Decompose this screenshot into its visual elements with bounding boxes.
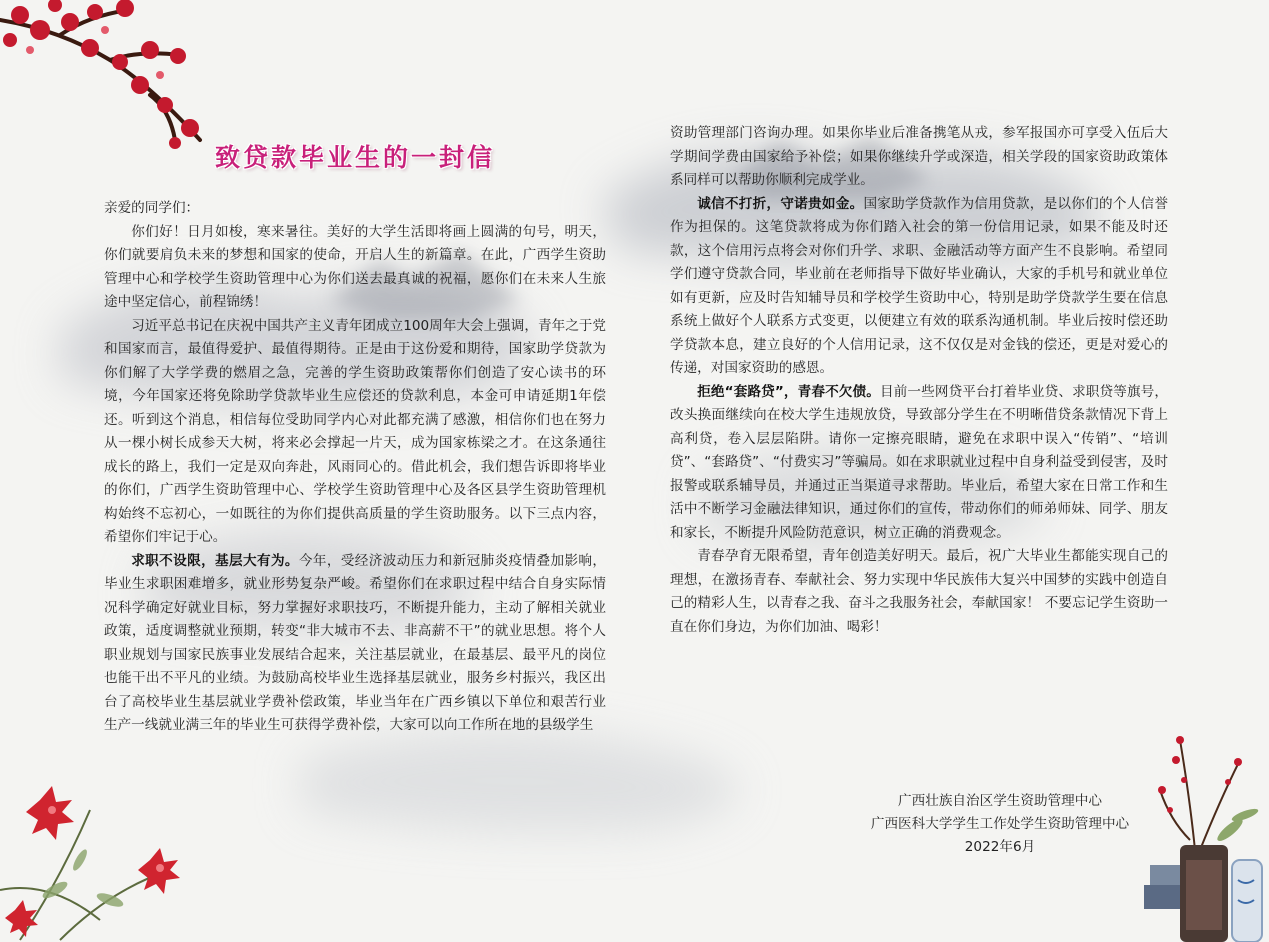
paragraph-text: 国家助学贷款作为信用贷款，是以你们的个人信誉作为担保的。这笔贷款将成为你们踏入社会的第一份信用记录，如果不能及时还款，这个信用污点将会对你们升学、求职、金融活动等方面产生不良影响。希望同学们遵守贷款合同，毕业前在老师指导下做好毕业确认，大家的手机号和就业单位如有更新，应及时告知辅导员和学校学生资助中心，特别是助学贷款学生要在信息系统上做好个人联系方式变更，以便建立有效的联系沟通机制。毕业后按时偿还助学贷款本息，建立良好的个人信用记录，这不仅仅是对金钱的偿还，更是对爱心的传递，对国家资助的感恩。 [670,195,1169,376]
greeting: 亲爱的同学们： [104,200,200,216]
signature-org-1: 广西壮族自治区学生资助管理中心 [898,793,1102,809]
paragraph-text: 今年，受经济波动压力和新冠肺炎疫情叠加影响，毕业生求职困难增多，就业形势复杂严峻。希望你们在求职过程中结合自身实际情况科学确定好就业目标，努力掌握好求职技巧，不断提升能力，主动了解相关就业政策，适度调整就业预期，转变“非大城市不去、非高薪不干”的就业思想。将个人职业规划与国家民族事业发展结合起来，关注基层就业，在最基层、最平凡的岗位也能干出不平凡的业绩。为鼓励高校毕业生选择基层就业，服务乡村振兴，我区出台了高校毕业生基层就业学费补偿政策，毕业当年在广西乡镇以下单位和艰苦行业生产一线就业满三年的毕业生可获得学费补偿，大家可以向工作所在地的县级学生 [104,552,607,733]
signature-date: 2022年6月 [964,839,1036,855]
letter-left-column [104,197,606,738]
paragraph-text: 你们好！日月如梭，寒来暑往。美好的大学生活即将画上圆满的句号，明天，你们就要肩负未来的梦想和国家的使命，开启人生的新篇章。在此，广西学生资助管理中心和学校学生资助管理中心为你们送去最真诚的祝福，愿你们在未来人生旅途中坚定信心，前程锦绣！ [104,223,606,310]
plum-blossom-branch-decoration [0,0,240,160]
paragraph-continued [670,122,1168,193]
red-flowers-decoration [0,770,220,942]
paragraph-text: 习近平总书记在庆祝中国共产主义青年团成立100周年大会上强调，青年之于党和国家而言，最值得爱护、最值得期待。正是由于这份爱和期待，国家助学贷款为你们解了大学学费的燃眉之急，完善的学生资助政策帮你们创造了安心读书的环境，今年国家还将免除助学贷款毕业生应偿还的贷款利息，本金可申请延期1年偿还。听到这个消息，相信每位受助同学内心对此都充满了感激，相信你们也在努力从一棵小树长成参天大树，将来必会撑起一片天，成为国家栋梁之才。在这条通往成长的路上，我们一定是双向奔赴，风雨同心的。借此机会，我们想告诉即将毕业的你们，广西学生资助管理中心、学校学生资助管理中心及各区县学生资助管理机构始终不忘初心，一如既往的为你们提供高质量的学生资助服务。以下三点内容，希望你们牢记于心。 [104,317,606,545]
paragraph-closing [670,545,1168,639]
paragraph-text: 青春孕育无限希望，青年创造美好明天。最后，祝广大毕业生都能实现自己的理想，在激扬青春、奉献社会、努力实现中华民族伟大复兴中国梦的实践中创造自己的精彩人生，以青春之我、奋斗之我服务社会，奉献国家！ 不要忘记学生资助一直在你们身边，为你们加油、喝彩！ [670,548,1168,635]
paragraph-intro [104,221,606,315]
paragraph-heading: 拒绝“套路贷”，青春不欠债。 [697,383,880,400]
paragraph-loan-trap [670,381,1168,546]
paragraph-text: 资助管理部门咨询办理。如果你毕业后准备携笔从戎，参军报国亦可享受入伍后大学期间学费由国家给予补偿；如果你继续升学或深造，相关学段的国家资助政策体系同样可以帮助你顺利完成学业。 [670,125,1168,188]
letter-title: 致贷款毕业生的一封信 [215,143,496,172]
signature-block [820,790,1180,859]
paragraph-text: 目前一些网贷平台打着毕业贷、求职贷等旗号，改头换面继续向在校大学生违规放贷，导致部分学生在不明晰借贷条款情况下背上高利贷，卷入层层陷阱。请你一定擦亮眼睛，避免在求职中误入“传销”、“培训贷”、“套路贷”、“付费实习”等骗局。如在求职就业过程中自身利益受到侵害，及时报警或联系辅导员，并通过正当渠道寻求帮助。毕业后，希望大家在日常工作和生活中不断学习金融法律知识，通过你们的宣传，带动你们的师弟师妹、同学、朋友和家长，不断提升风险防范意识，树立正确的消费观念。 [670,383,1168,541]
paragraph-policy [104,315,606,550]
paragraph-credit [670,193,1168,381]
letter-right-column [670,122,1168,639]
paragraph-heading: 诚信不打折，守诺贵如金。 [697,195,864,212]
signature-org-2: 广西医科大学学生工作处学生资助管理中心 [870,816,1130,832]
paragraph-employment [104,550,606,738]
paragraph-heading: 求职不设限，基层大有为。 [131,552,299,569]
